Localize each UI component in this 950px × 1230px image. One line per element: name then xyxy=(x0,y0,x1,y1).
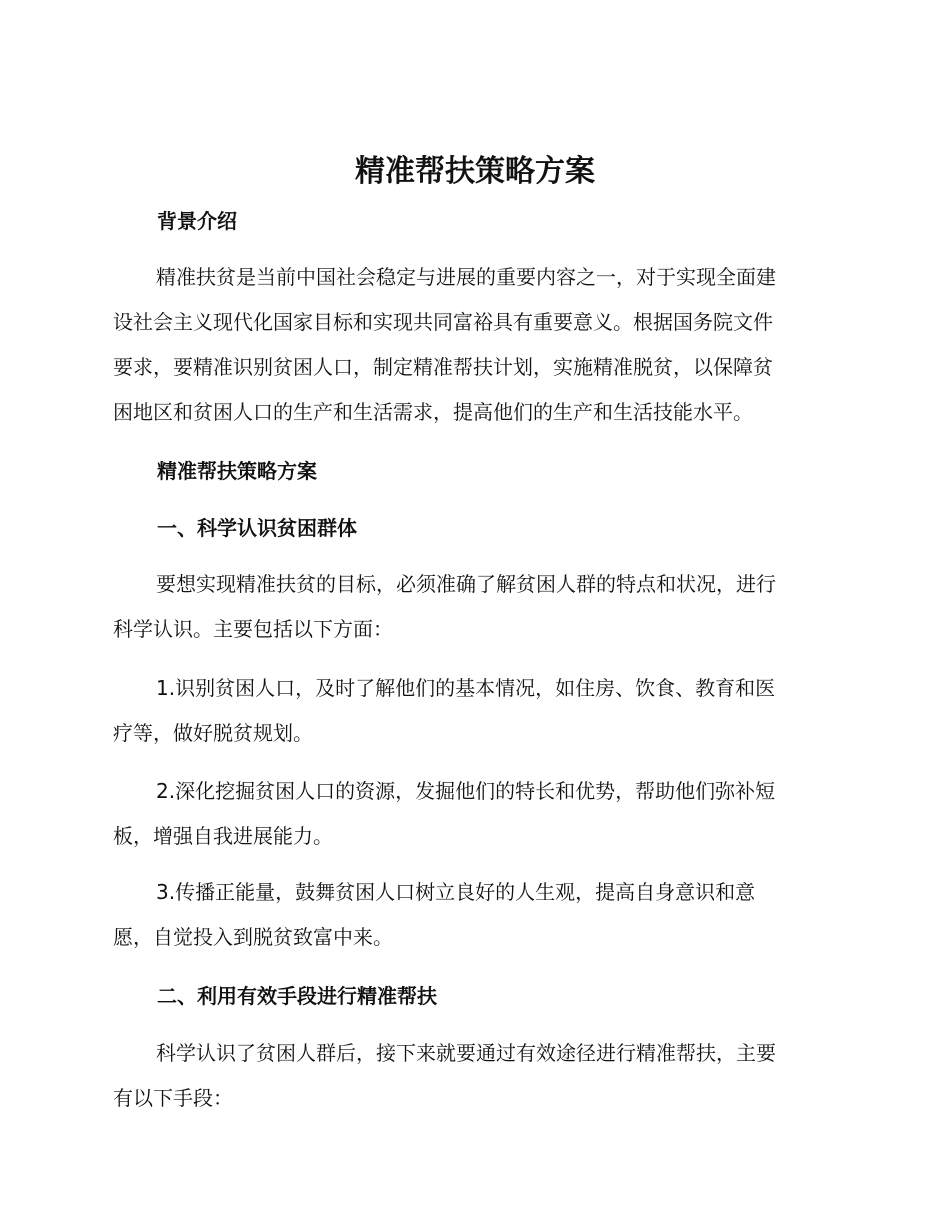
section-1-intro xyxy=(113,562,835,652)
paragraph-line: 3.传播正能量，鼓舞贫困人口树立良好的人生观，提高自身意识和意 xyxy=(156,880,756,904)
paragraph-line: 1.识别贫困人口，及时了解他们的基本情况，如住房、饮食、教育和医 xyxy=(156,676,776,700)
section-1-heading: 一、科学认识贫困群体 xyxy=(157,516,357,540)
paragraph-line: 精准扶贫是当前中国社会稳定与进展的重要内容之一，对于实现全面建 xyxy=(156,265,776,289)
list-item-2 xyxy=(113,769,835,859)
background-paragraph xyxy=(113,255,835,435)
paragraph-line: 愿，自觉投入到脱贫致富中来。 xyxy=(113,925,393,949)
paragraph-line: 科学认识了贫困人群后，接下来就要通过有效途径进行精准帮扶，主要 xyxy=(156,1041,776,1065)
paragraph-line: 2.深化挖掘贫困人口的资源，发掘他们的特长和优势，帮助他们弥补短 xyxy=(156,779,776,803)
document-title: 精准帮扶策略方案 xyxy=(355,154,595,189)
paragraph-line: 要想实现精准扶贫的目标，必须准确了解贫困人群的特点和状况，进行 xyxy=(156,572,776,596)
paragraph-line: 板，增强自我进展能力。 xyxy=(113,824,333,848)
list-item-1 xyxy=(113,666,835,756)
paragraph-line: 科学认识。主要包括以下方面： xyxy=(113,617,393,641)
paragraph-line: 要求，要精准识别贫困人口，制定精准帮扶计划，实施精准脱贫，以保障贫 xyxy=(113,355,773,379)
paragraph-line: 困地区和贫困人口的生产和生活需求，提高他们的生产和生活技能水平。 xyxy=(113,400,753,424)
paragraph-line: 有以下手段： xyxy=(113,1086,233,1110)
paragraph-line: 设社会主义现代化国家目标和实现共同富裕具有重要意义。根据国务院文件 xyxy=(113,310,773,334)
section-2-heading: 二、利用有效手段进行精准帮扶 xyxy=(157,984,437,1008)
paragraph-line: 疗等，做好脱贫规划。 xyxy=(113,721,313,745)
section-2-intro xyxy=(113,1031,835,1121)
background-heading: 背景介绍 xyxy=(157,209,237,233)
list-item-3 xyxy=(113,870,835,960)
strategy-heading: 精准帮扶策略方案 xyxy=(157,459,317,483)
